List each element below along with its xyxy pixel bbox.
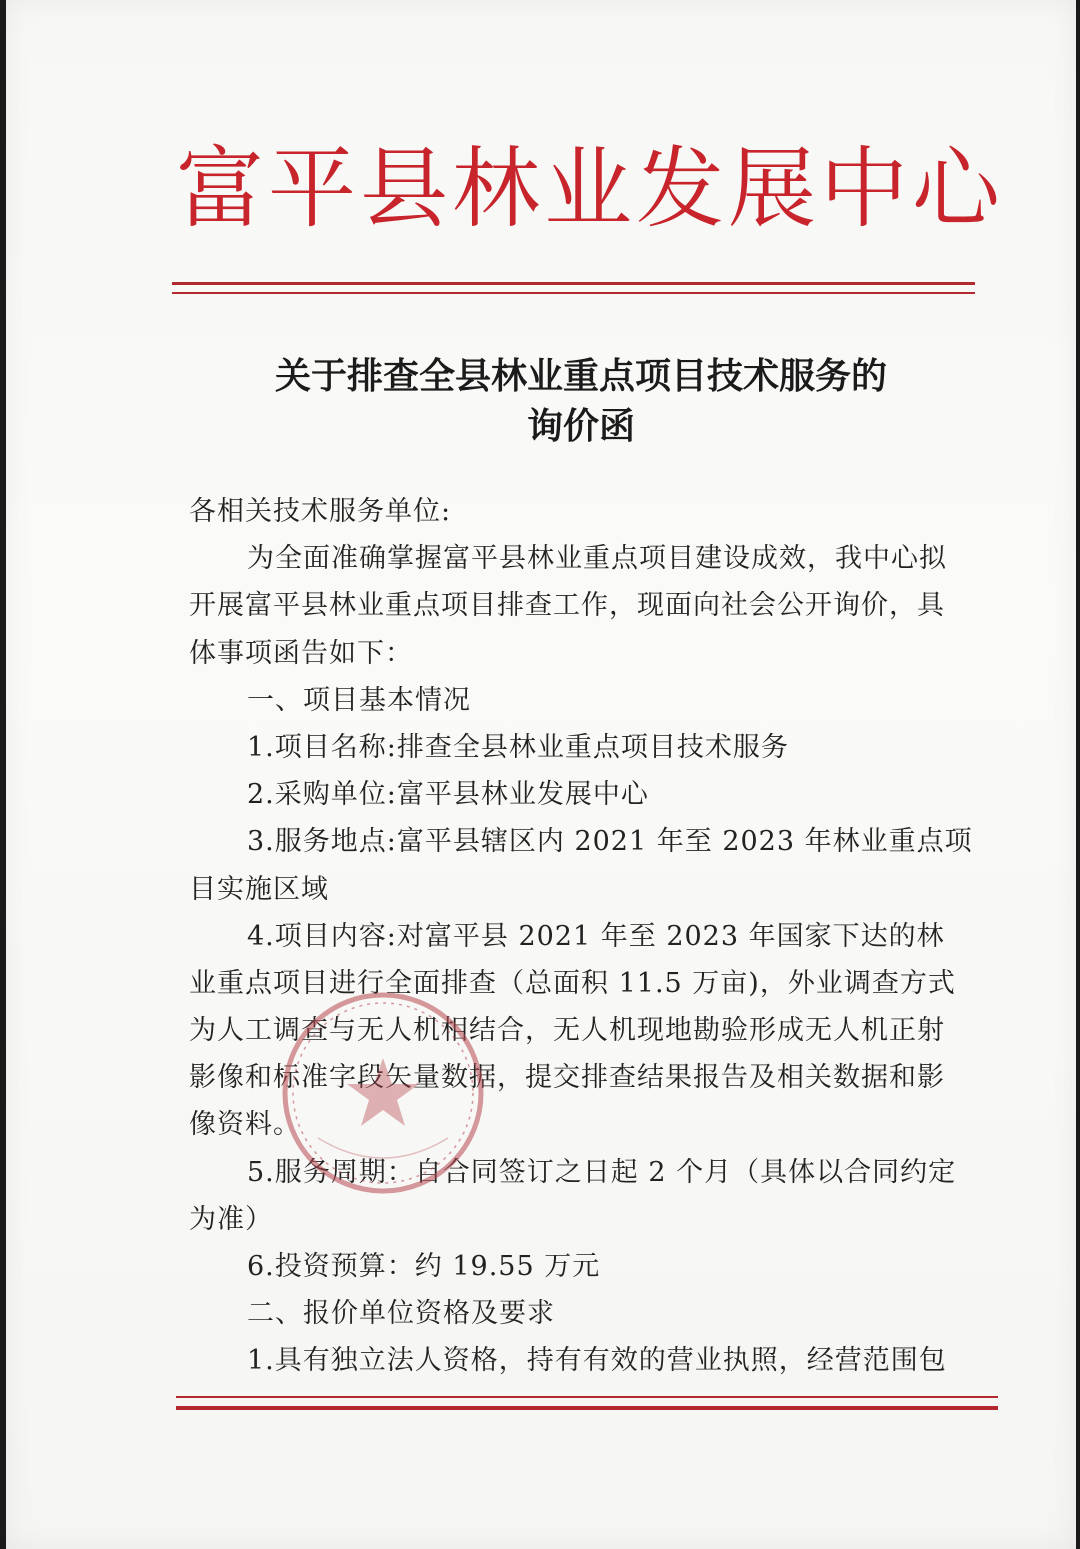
organization-header: 富平县林业发展中心 [176,137,1005,240]
body-paragraph-line: 为全面准确掌握富平县林业重点项目建设成效，我中心拟 [247,543,947,575]
header-divider-thin [172,292,975,294]
list-item-continuation: 为准） [189,1203,273,1235]
list-item-continuation: 像资料。 [189,1109,301,1141]
section-heading: 一、项目基本情况 [247,684,471,716]
list-item-continuation: 业重点项目进行全面排查（总面积 11.5 万亩)，外业调查方式 [189,967,956,999]
footer-divider-thin [176,1396,998,1398]
document-title [176,352,986,452]
list-item: 1.具有独立法人资格，持有有效的营业执照，经营范围包 [247,1345,947,1377]
list-item: 4.项目内容:对富平县 2021 年至 2023 年国家下达的林 [247,920,945,952]
list-item: 6.投资预算：约 19.55 万元 [247,1251,601,1282]
body-paragraph-line: 开展富平县林业重点项目排查工作，现面向社会公开询价，具 [189,590,945,622]
document-body [189,488,979,1385]
document-title-line-1: 关于排查全县林业重点项目技术服务的 [274,356,887,397]
list-item-continuation: 目实施区域 [189,873,329,905]
list-item-continuation: 影像和标准字段矢量数据，提交排查结果报告及相关数据和影 [189,1062,945,1094]
list-item: 5.服务周期：自合同签订之日起 2 个月（具体以合同约定 [247,1156,957,1188]
salutation: 各相关技术服务单位: [189,496,452,527]
section-heading: 二、报价单位资格及要求 [247,1298,555,1330]
footer-divider-thick [176,1406,998,1410]
list-item: 1.项目名称:排查全县林业重点项目技术服务 [247,731,789,763]
list-item: 3.服务地点:富平县辖区内 2021 年至 2023 年林业重点项 [247,826,973,858]
body-paragraph-line: 体事项函告如下： [189,637,413,669]
list-item-continuation: 为人工调查与无人机相结合，无人机现地勘验形成无人机正射 [189,1015,945,1047]
header-divider-thick [172,282,975,285]
document-page [6,0,1076,1549]
document-title-line-2: 询价函 [526,406,635,447]
list-item: 2.采购单位:富平县林业发展中心 [247,779,649,811]
